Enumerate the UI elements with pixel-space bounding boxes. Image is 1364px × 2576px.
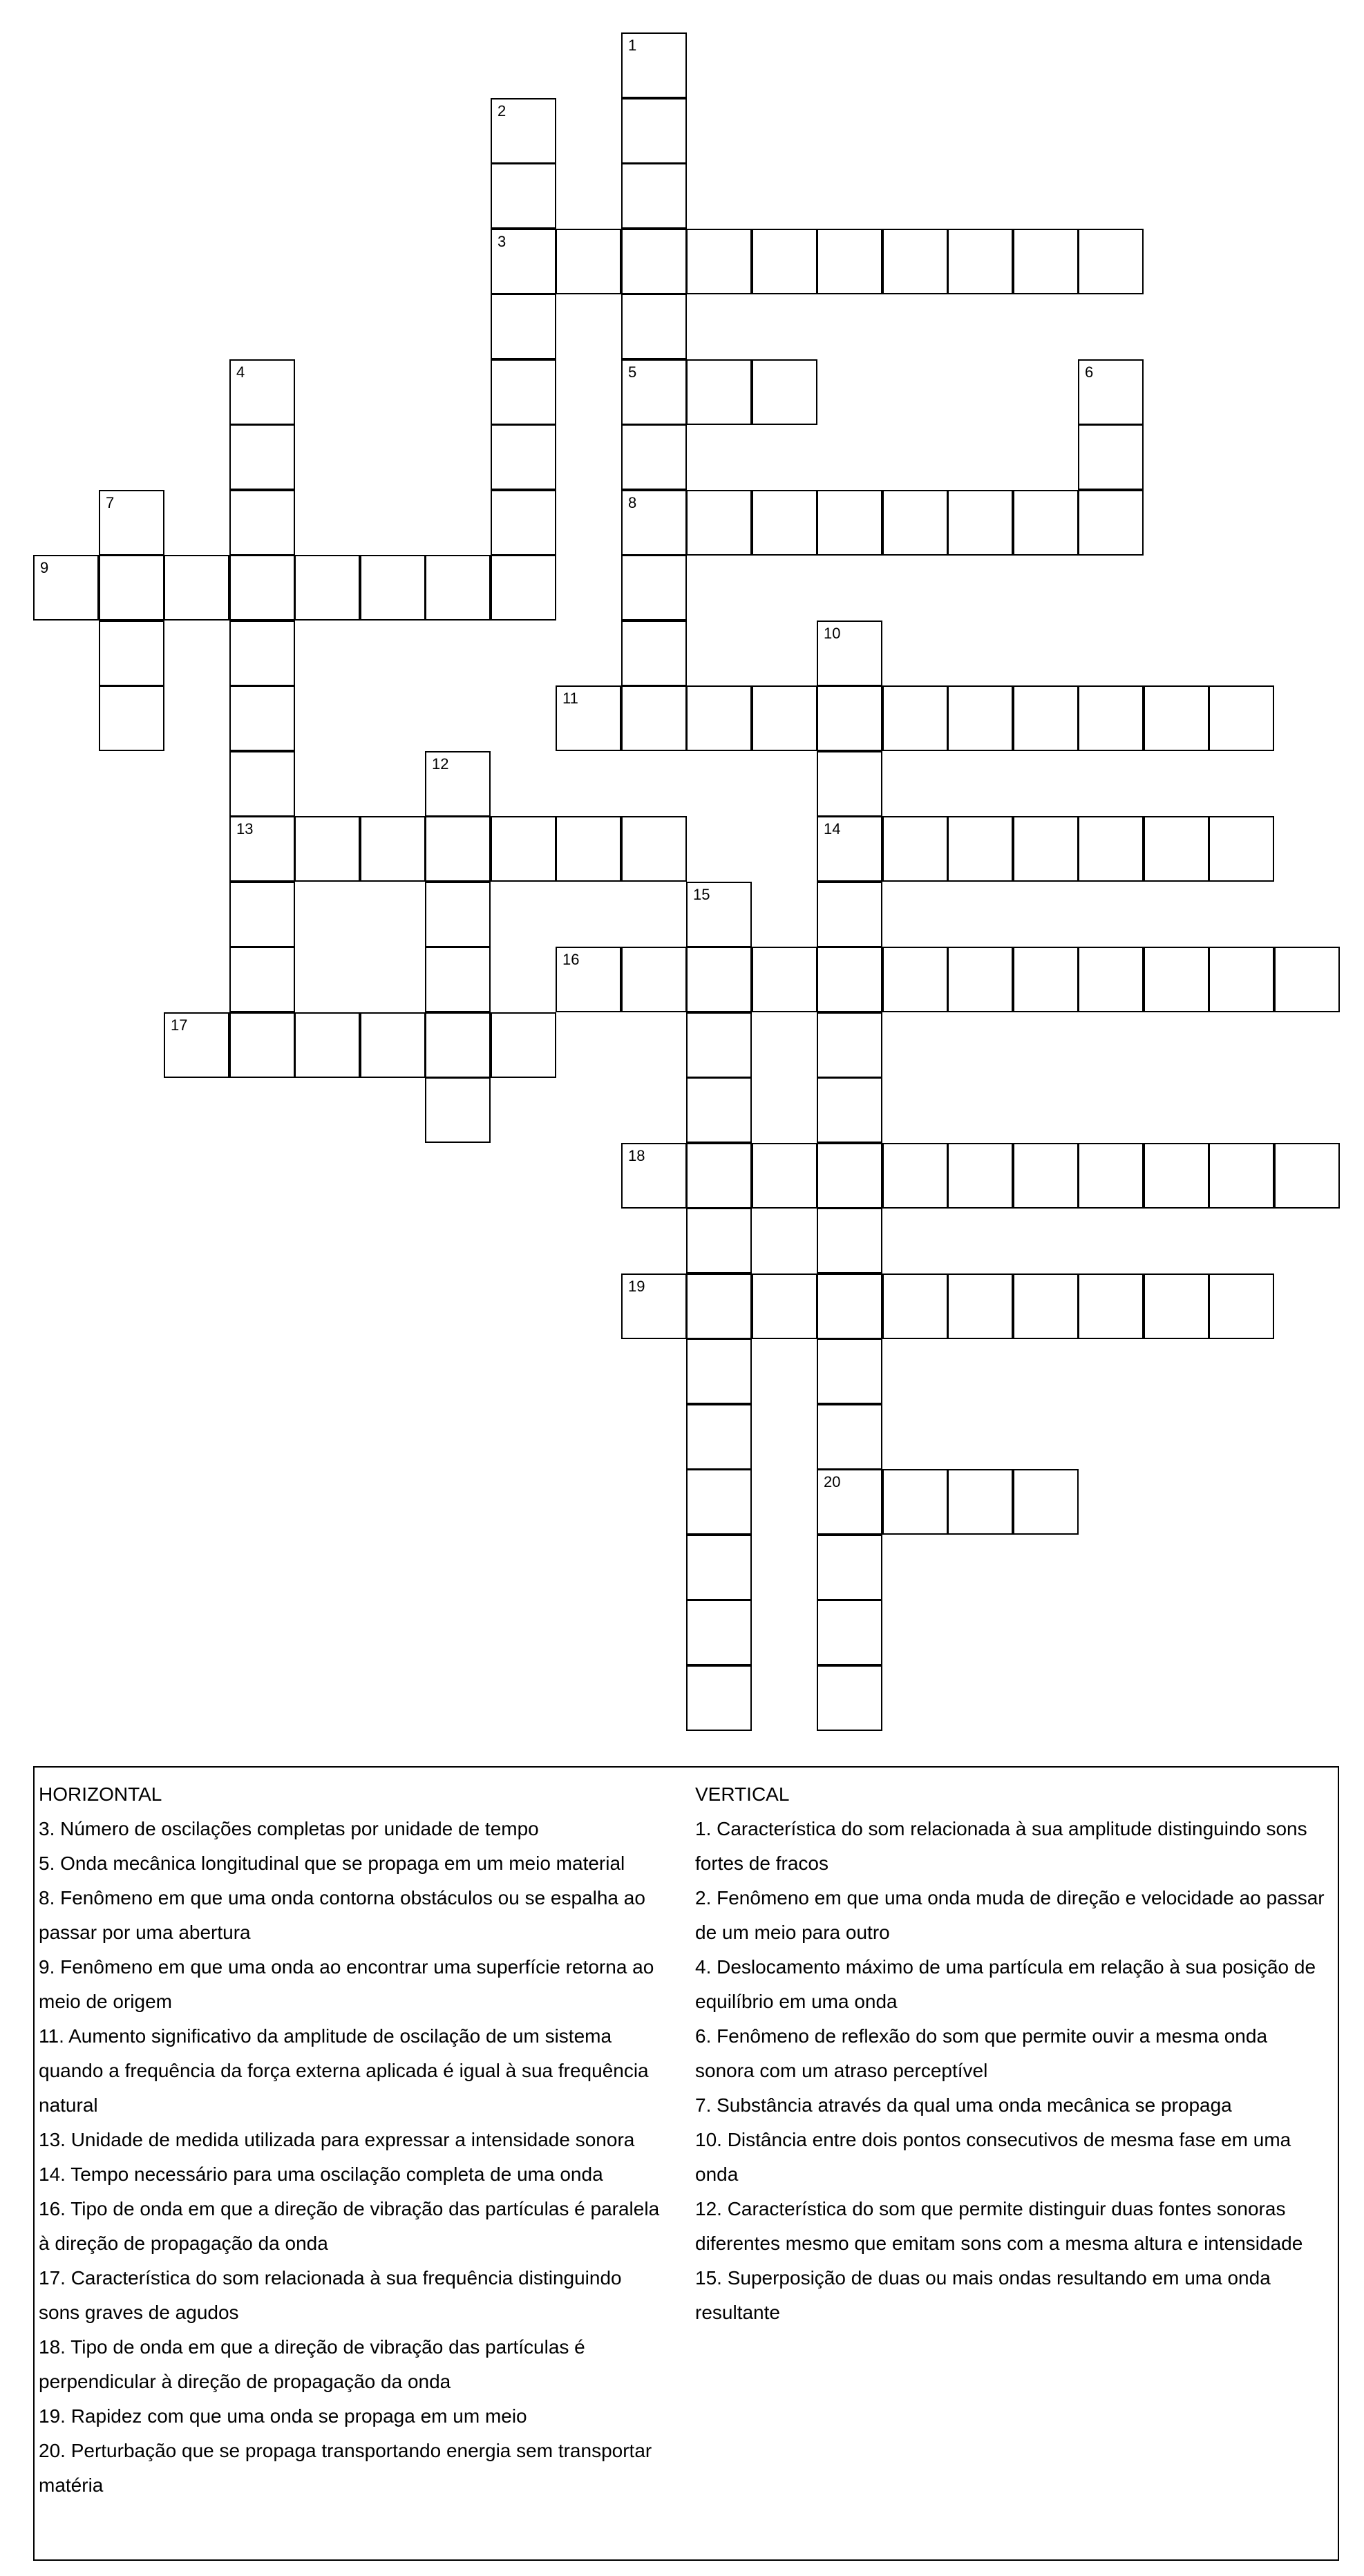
clue-number: 13 xyxy=(236,820,254,837)
grid-cell[interactable] xyxy=(947,1143,1013,1209)
grid-cell[interactable] xyxy=(752,229,817,294)
clue-item: 18. Tipo de onda em que a direção de vibração das partículas é perpendicular à direção de propagação da onda xyxy=(39,2336,585,2392)
grid-cell[interactable] xyxy=(1078,359,1144,425)
grid-cell[interactable] xyxy=(817,1208,882,1273)
grid-cell[interactable] xyxy=(947,229,1013,294)
grid-cell[interactable] xyxy=(947,490,1013,556)
grid-cell[interactable] xyxy=(1078,947,1144,1012)
grid-cell[interactable] xyxy=(1209,685,1274,751)
grid-cell[interactable] xyxy=(491,490,556,556)
grid-cell[interactable] xyxy=(425,882,491,947)
grid-cell[interactable] xyxy=(817,947,882,1012)
grid-cell[interactable] xyxy=(817,882,882,947)
grid-cell[interactable] xyxy=(1274,1143,1340,1209)
grid-cell[interactable] xyxy=(752,947,817,1012)
grid-cell[interactable] xyxy=(882,1143,948,1209)
grid-cell[interactable] xyxy=(229,424,295,490)
grid-cell[interactable] xyxy=(686,685,752,751)
clue-item: 8. Fenômeno em que uma onda contorna obstáculos ou se espalha ao passar por uma abertura xyxy=(39,1887,645,1943)
grid-cell[interactable] xyxy=(1013,1469,1079,1535)
grid-cell[interactable] xyxy=(229,621,295,686)
grid-cell[interactable] xyxy=(1013,1273,1079,1339)
grid-cell[interactable] xyxy=(882,816,948,882)
grid-cell[interactable] xyxy=(752,490,817,556)
grid-cell[interactable] xyxy=(947,685,1013,751)
clue-number: 10 xyxy=(824,625,841,642)
clue-item: 13. Unidade de medida utilizada para expressar a intensidade sonora xyxy=(39,2129,635,2150)
grid-cell[interactable] xyxy=(491,816,556,882)
grid-cell[interactable] xyxy=(752,685,817,751)
grid-cell[interactable] xyxy=(947,1273,1013,1339)
grid-cell[interactable] xyxy=(1144,685,1209,751)
grid-cell[interactable] xyxy=(491,555,556,621)
grid-cell[interactable] xyxy=(1078,1143,1144,1209)
clue-number: 12 xyxy=(432,755,449,773)
horizontal-title: HORIZONTAL xyxy=(39,1783,162,1805)
grid-cell[interactable] xyxy=(621,32,687,98)
grid-cell[interactable] xyxy=(229,816,295,882)
grid-cell[interactable] xyxy=(686,947,752,1012)
clue-item: 12. Característica do som que permite distinguir duas fontes sonoras diferentes mesmo que emitam sons com a mesma altura e intensidade xyxy=(695,2198,1303,2254)
grid-cell[interactable] xyxy=(1013,229,1079,294)
grid-cell[interactable] xyxy=(425,1077,491,1143)
clue-item: 14. Tempo necessário para uma oscilação completa de uma onda xyxy=(39,2163,603,2185)
clue-item: 15. Superposição de duas ou mais ondas resultando em uma onda resultante xyxy=(695,2267,1271,2323)
grid-cell[interactable] xyxy=(817,1338,882,1404)
grid-cell[interactable] xyxy=(491,294,556,359)
grid-cell[interactable] xyxy=(1013,685,1079,751)
grid-cell[interactable] xyxy=(621,1143,687,1209)
grid-cell[interactable] xyxy=(1144,1273,1209,1339)
clue-item: 20. Perturbação que se propaga transportando energia sem transportar matéria xyxy=(39,2440,652,2496)
clues-box xyxy=(33,1766,1339,2561)
grid-cell[interactable] xyxy=(360,816,426,882)
grid-cell[interactable] xyxy=(294,1012,360,1078)
clue-number: 16 xyxy=(562,951,580,968)
grid-cell[interactable] xyxy=(491,229,556,294)
clue-number: 2 xyxy=(498,102,506,120)
grid-cell[interactable] xyxy=(817,1012,882,1078)
grid-cell[interactable] xyxy=(1078,816,1144,882)
grid-cell[interactable] xyxy=(229,359,295,425)
grid-cell[interactable] xyxy=(556,229,621,294)
clue-number: 8 xyxy=(628,494,637,511)
clue-item: 10. Distância entre dois pontos consecutivos de mesma fase em uma onda xyxy=(695,2129,1291,2185)
grid-cell[interactable] xyxy=(817,685,882,751)
grid-cell[interactable] xyxy=(621,621,687,686)
clue-item: 11. Aumento significativo da amplitude de oscilação de um sistema quando a frequência da força externa aplicada é igual à sua frequência natural xyxy=(39,2025,649,2116)
grid-cell[interactable] xyxy=(817,816,882,882)
grid-cell[interactable] xyxy=(882,229,948,294)
grid-cell[interactable] xyxy=(491,98,556,164)
clue-number: 19 xyxy=(628,1278,645,1295)
clue-number: 18 xyxy=(628,1147,645,1164)
grid-cell[interactable] xyxy=(229,751,295,817)
grid-cell[interactable] xyxy=(621,685,687,751)
grid-cell[interactable] xyxy=(817,1077,882,1143)
grid-cell[interactable] xyxy=(294,816,360,882)
grid-cell[interactable] xyxy=(1209,1273,1274,1339)
grid-cell[interactable] xyxy=(1013,1143,1079,1209)
clue-number: 11 xyxy=(562,690,578,707)
grid-cell[interactable] xyxy=(164,555,229,621)
grid-cell[interactable] xyxy=(947,1469,1013,1535)
grid-cell[interactable] xyxy=(817,1469,882,1535)
grid-cell[interactable] xyxy=(817,1665,882,1731)
grid-cell[interactable] xyxy=(817,1600,882,1665)
vertical-clue-list xyxy=(695,1812,1331,2330)
clue-number: 14 xyxy=(824,820,841,837)
clue-item: 17. Característica do som relacionada à sua frequência distinguindo sons graves de agudos xyxy=(39,2267,622,2323)
grid-cell[interactable] xyxy=(425,1012,491,1078)
grid-cell[interactable] xyxy=(229,1012,295,1078)
grid-cell[interactable] xyxy=(294,555,360,621)
grid-cell[interactable] xyxy=(686,359,752,425)
grid-cell[interactable] xyxy=(229,490,295,556)
grid-cell[interactable] xyxy=(229,947,295,1012)
clue-item: 1. Característica do som relacionada à sua amplitude distinguindo sons fortes de fracos xyxy=(695,1818,1307,1874)
grid-cell[interactable] xyxy=(229,882,295,947)
grid-cell[interactable] xyxy=(229,555,295,621)
grid-cell[interactable] xyxy=(99,685,164,751)
clue-number: 15 xyxy=(693,886,710,903)
grid-cell[interactable] xyxy=(686,1143,752,1209)
horizontal-clue-list xyxy=(39,1812,667,2503)
grid-cell[interactable] xyxy=(164,1012,229,1078)
grid-cell[interactable] xyxy=(686,1535,752,1600)
grid-cell[interactable] xyxy=(1274,947,1340,1012)
grid-cell[interactable] xyxy=(686,229,752,294)
grid-cell[interactable] xyxy=(621,424,687,490)
grid-cell[interactable] xyxy=(1144,1143,1209,1209)
clue-number: 7 xyxy=(106,494,115,511)
clue-number: 5 xyxy=(628,363,637,381)
grid-cell[interactable] xyxy=(99,621,164,686)
grid-cell[interactable] xyxy=(1144,947,1209,1012)
clue-item: 16. Tipo de onda em que a direção de vibração das partículas é paralela à direção de propagação da onda xyxy=(39,2198,660,2254)
clue-item: 2. Fenômeno em que uma onda muda de direção e velocidade ao passar de um meio para outro xyxy=(695,1887,1325,1943)
grid-cell[interactable] xyxy=(817,621,882,686)
clue-item: 3. Número de oscilações completas por unidade de tempo xyxy=(39,1818,539,1839)
grid-cell[interactable] xyxy=(817,1535,882,1600)
grid-cell[interactable] xyxy=(752,1143,817,1209)
grid-cell[interactable] xyxy=(817,751,882,817)
grid-cell[interactable] xyxy=(1209,1143,1274,1209)
vertical-title: VERTICAL xyxy=(695,1783,790,1805)
grid-cell[interactable] xyxy=(686,1469,752,1535)
grid-cell[interactable] xyxy=(1209,947,1274,1012)
clue-item: 7. Substância através da qual uma onda mecânica se propaga xyxy=(695,2094,1232,2116)
grid-cell[interactable] xyxy=(621,490,687,556)
grid-cell[interactable] xyxy=(686,1077,752,1143)
grid-cell[interactable] xyxy=(621,294,687,359)
clue-item: 6. Fenômeno de reflexão do som que permite ouvir a mesma onda sonora com um atraso perceptível xyxy=(695,2025,1268,2081)
clue-item: 9. Fenômeno em que uma onda ao encontrar uma superfície retorna ao meio de origem xyxy=(39,1956,654,2012)
clue-number: 20 xyxy=(824,1473,841,1490)
grid-cell[interactable] xyxy=(686,1012,752,1078)
grid-cell[interactable] xyxy=(686,1600,752,1665)
grid-cell[interactable] xyxy=(817,490,882,556)
grid-cell[interactable] xyxy=(1013,947,1079,1012)
grid-cell[interactable] xyxy=(360,1012,426,1078)
grid-cell[interactable] xyxy=(621,1273,687,1339)
grid-cell[interactable] xyxy=(686,1208,752,1273)
grid-cell[interactable] xyxy=(491,359,556,425)
clue-item: 5. Onda mecânica longitudinal que se propaga em um meio material xyxy=(39,1853,625,1874)
grid-cell[interactable] xyxy=(491,424,556,490)
grid-cell[interactable] xyxy=(425,947,491,1012)
grid-cell[interactable] xyxy=(882,685,948,751)
grid-cell[interactable] xyxy=(1078,490,1144,556)
clue-number: 1 xyxy=(628,37,637,54)
grid-cell[interactable] xyxy=(1013,490,1079,556)
vertical-clues xyxy=(695,1777,1331,2330)
grid-cell[interactable] xyxy=(882,490,948,556)
grid-cell[interactable] xyxy=(817,229,882,294)
grid-cell[interactable] xyxy=(1013,816,1079,882)
clue-number: 17 xyxy=(171,1016,188,1034)
grid-cell[interactable] xyxy=(491,1012,556,1078)
grid-cell[interactable] xyxy=(229,685,295,751)
grid-cell[interactable] xyxy=(882,1469,948,1535)
grid-cell[interactable] xyxy=(99,555,164,621)
grid-cell[interactable] xyxy=(686,882,752,947)
grid-cell[interactable] xyxy=(99,490,164,556)
grid-cell[interactable] xyxy=(621,163,687,229)
grid-cell[interactable] xyxy=(621,555,687,621)
grid-cell[interactable] xyxy=(882,1273,948,1339)
clue-number: 9 xyxy=(40,559,49,576)
grid-cell[interactable] xyxy=(425,751,491,817)
grid-cell[interactable] xyxy=(1209,816,1274,882)
grid-cell[interactable] xyxy=(556,947,621,1012)
grid-cell[interactable] xyxy=(621,816,687,882)
grid-cell[interactable] xyxy=(425,555,491,621)
horizontal-clues xyxy=(39,1777,667,2503)
grid-cell[interactable] xyxy=(817,1143,882,1209)
grid-cell[interactable] xyxy=(817,1404,882,1470)
grid-cell[interactable] xyxy=(1078,685,1144,751)
grid-cell[interactable] xyxy=(1078,424,1144,490)
grid-cell[interactable] xyxy=(686,1338,752,1404)
grid-cell[interactable] xyxy=(621,947,687,1012)
grid-cell[interactable] xyxy=(425,816,491,882)
grid-cell[interactable] xyxy=(686,1273,752,1339)
grid-cell[interactable] xyxy=(556,685,621,751)
grid-cell[interactable] xyxy=(621,98,687,164)
grid-cell[interactable] xyxy=(752,359,817,425)
grid-cell[interactable] xyxy=(817,1273,882,1339)
grid-cell[interactable] xyxy=(360,555,426,621)
clue-number: 3 xyxy=(498,233,506,250)
grid-cell[interactable] xyxy=(1078,1273,1144,1339)
grid-cell[interactable] xyxy=(686,490,752,556)
clue-item: 19. Rapidez com que uma onda se propaga em um meio xyxy=(39,2405,527,2427)
grid-cell[interactable] xyxy=(947,947,1013,1012)
grid-cell[interactable] xyxy=(882,947,948,1012)
grid-cell[interactable] xyxy=(947,816,1013,882)
grid-cell[interactable] xyxy=(1078,229,1144,294)
grid-cell[interactable] xyxy=(556,816,621,882)
grid-cell[interactable] xyxy=(1144,816,1209,882)
grid-cell[interactable] xyxy=(686,1665,752,1731)
clue-item: 4. Deslocamento máximo de uma partícula em relação à sua posição de equilíbrio em uma onda xyxy=(695,1956,1316,2012)
grid-cell[interactable] xyxy=(33,555,99,621)
grid-cell[interactable] xyxy=(686,1404,752,1470)
clue-number: 6 xyxy=(1085,363,1094,381)
grid-cell[interactable] xyxy=(491,163,556,229)
grid-cell[interactable] xyxy=(752,1273,817,1339)
grid-cell[interactable] xyxy=(621,229,687,294)
clue-number: 4 xyxy=(236,363,245,381)
grid-cell[interactable] xyxy=(621,359,687,425)
